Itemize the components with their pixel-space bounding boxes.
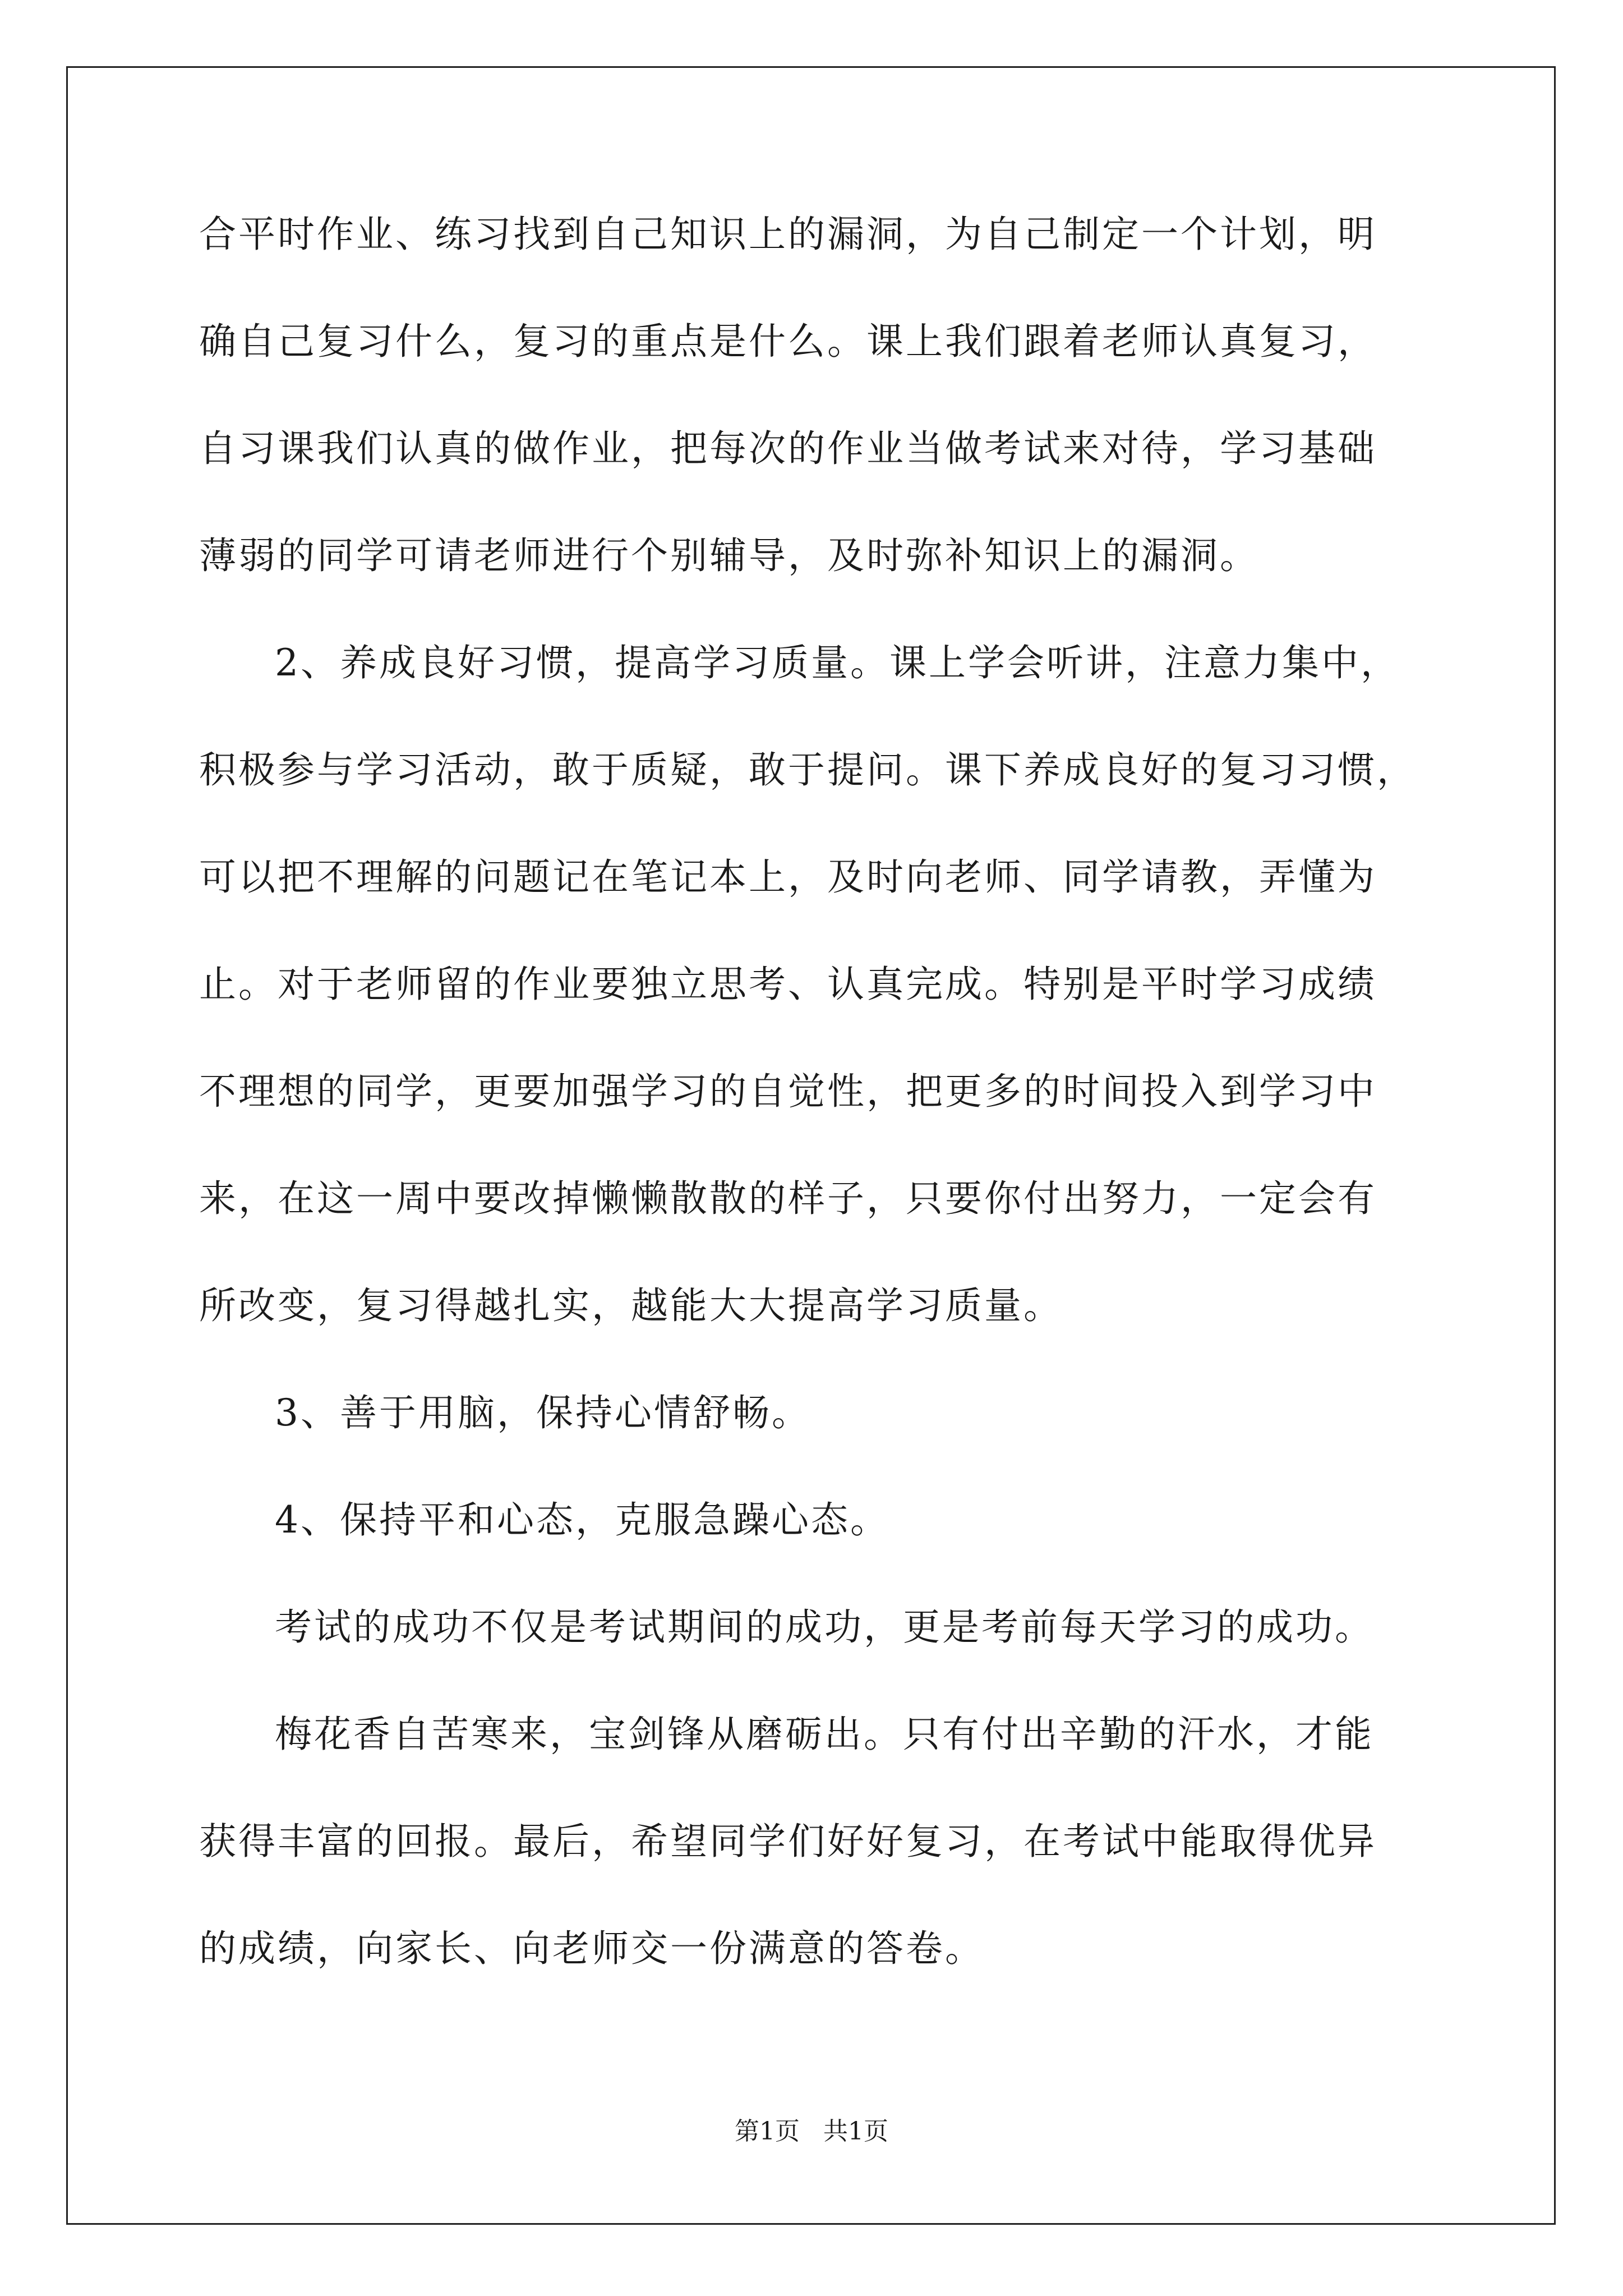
- text-line: 止。对于老师留的作业要独立思考、认真完成。特别是平时学习成绩: [199, 963, 1377, 1006]
- text-line: 不理想的同学，更要加强学习的自觉性，把更多的时间投入到学习中: [199, 1070, 1377, 1113]
- text-line: 的成绩，向家长、向老师交一份满意的答卷。: [199, 1927, 984, 1970]
- text-line: 考试的成功不仅是考试期间的成功，更是考前每天学习的成功。: [275, 1605, 1374, 1649]
- text-line: 4、保持平和心态，克服急躁心态。: [275, 1498, 889, 1542]
- text-line: 合平时作业、练习找到自己知识上的漏洞，为自己制定一个计划，明: [199, 213, 1377, 256]
- text-line: 梅花香自苦寒来，宝剑锋从磨砺出。只有付出辛勤的汗水，才能: [275, 1713, 1374, 1756]
- text-line: 来，在这一周中要改掉懒懒散散的样子，只要你付出努力，一定会有: [199, 1177, 1377, 1220]
- text-line: 2、养成良好习惯，提高学习质量。课上学会听讲，注意力集中，: [275, 641, 1400, 684]
- text-line: 3、善于用脑，保持心情舒畅。: [275, 1391, 811, 1434]
- text-line: 确自己复习什么，复习的重点是什么。课上我们跟着老师认真复习，: [199, 320, 1377, 363]
- text-line: 可以把不理解的问题记在笔记本上，及时向老师、同学请教，弄懂为: [199, 855, 1377, 899]
- text-line: 所改变，复习得越扎实，越能大大提高学习质量。: [199, 1284, 1063, 1327]
- text-line: 薄弱的同学可请老师进行个别辅导，及时弥补知识上的漏洞。: [199, 534, 1259, 577]
- document-body: [199, 213, 1427, 2037]
- text-line: 自习课我们认真的做作业，把每次的作业当做考试来对待，学习基础: [199, 427, 1377, 470]
- text-line: 积极参与学习活动，敢于质疑，敢于提问。课下养成良好的复习习惯，: [199, 748, 1416, 792]
- text-line: 获得丰富的回报。最后，希望同学们好好复习，在考试中能取得优异: [199, 1820, 1377, 1863]
- page-number-footer: 第1页 共1页: [735, 2117, 888, 2146]
